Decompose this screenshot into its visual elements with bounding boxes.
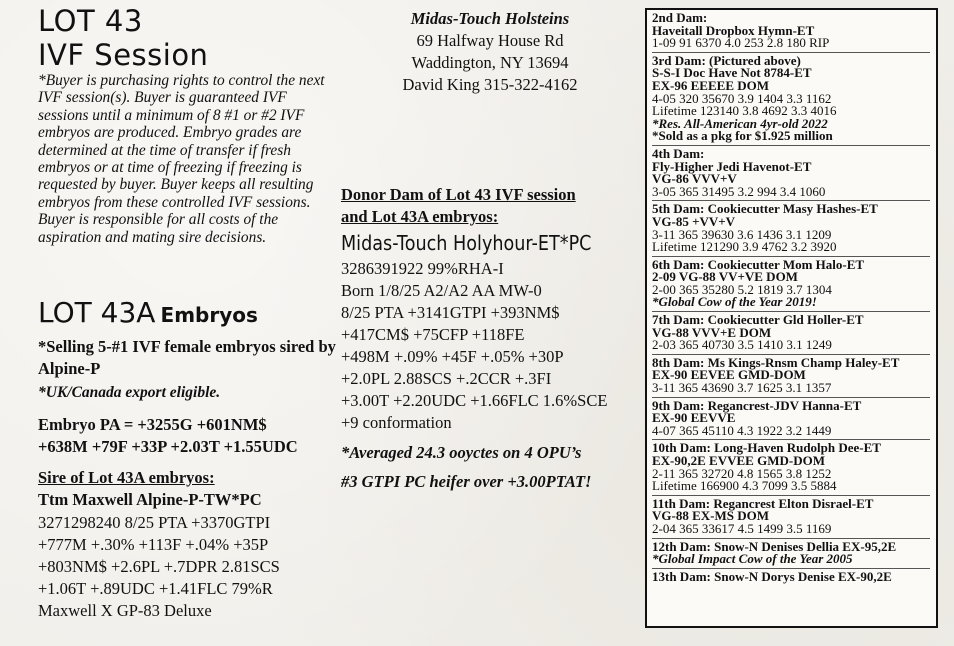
selling-note: *Selling 5-#1 IVF female embryos sired by Alpine-P: [38, 337, 336, 378]
dam-record: 2-04 365 33617 4.5 1499 3.5 1169: [652, 520, 832, 536]
dam-record: 2-00 365 35280 5.2 1819 3.7 1304: [652, 281, 832, 297]
sire-name: Ttm Maxwell Alpine-P-TW*PC: [38, 490, 262, 509]
donor-heading-line2: and Lot 43A embryos:: [341, 207, 499, 226]
donor-line: +498M +.09% +45F +.05% +30P: [341, 347, 564, 366]
dam-note: *Res. All-American 4yr-old 2022: [652, 115, 828, 131]
dam-label: 8th Dam: Ms Kings-Rnsm Champ Haley-ET: [652, 354, 900, 370]
dam-record: 1-09 91 6370 4.0 253 2.8 180 RIP: [652, 35, 830, 51]
sire-line: 3271298240 8/25 PTA +3370GTPI: [38, 513, 271, 532]
lot-title-line2: IVF Session: [38, 38, 209, 72]
dam-record: Lifetime 166900 4.3 7099 3.5 5884: [652, 478, 837, 494]
pedigree-entry: [652, 442, 930, 492]
sire-heading: Sire of Lot 43A embryos:: [38, 468, 215, 487]
donor-note-gtpi: #3 GTPI PC heifer over +3.00PTAT!: [341, 472, 592, 491]
buyer-note: *Buyer is purchasing rights to control the next IVF session(s). Buyer is guaranteed IVF sessions until a minimum of 8 #1 or #2 IVF embryos are produced. Embryo grades are determined at the time of transfer if fresh embryos or at time of freezing if freezing is requested by buyer. Buyer keeps all resulting embryos from these controlled IVF sessions. Buyer is responsible for all costs of the aspiration and mating sire decisions.: [38, 72, 325, 246]
dam-score: EX-90 EEVEE GMD-DOM: [652, 367, 806, 383]
donor-line: +9 conformation: [341, 413, 452, 432]
lot-title-line1: LOT 43: [38, 4, 143, 38]
dam-record: 3-11 365 43690 3.7 1625 3.1 1357: [652, 380, 832, 396]
farm-address1: 69 Halfway House Rd: [416, 31, 564, 50]
sire-line: Maxwell X GP-83 Deluxe: [38, 601, 212, 620]
dam-score: VG-86 VVV+V: [652, 171, 737, 187]
embryo-pa-line1: Embryo PA = +3255G +601NM$: [38, 415, 267, 434]
dam-score: EX-90,2E EVVEE GMD-DOM: [652, 453, 825, 468]
sire-line: +777M +.30% +113F +.04% +35P: [38, 535, 269, 554]
dam-label: 4th Dam:: [652, 145, 705, 161]
dam-label: 5th Dam: Cookiecutter Masy Hashes-ET: [652, 201, 878, 217]
dam-label: 11th Dam: Regancrest Elton Disrael-ET: [652, 495, 874, 511]
dam-score: EX-96 EEEEE DOM: [652, 77, 770, 93]
pedigree-entry: [652, 145, 930, 199]
embryo-pa: [38, 414, 348, 458]
dam-label: 6th Dam: Cookiecutter Mom Halo-ET: [652, 256, 865, 272]
pedigree-entry: [652, 203, 930, 253]
donor-heading-line1: Donor Dam of Lot 43 IVF session: [341, 185, 576, 204]
dam-name: Fly-Higher Jedi Havenot-ET: [652, 158, 812, 174]
donor-name: Midas-Touch Holyhour-ET*PC: [341, 231, 592, 255]
donor-line: +2.0PL 2.88SCS +.2CCR +.3FI: [341, 369, 552, 388]
farm-info: [341, 8, 639, 96]
donor-note-opu: *Averaged 24.3 ooyctes on 4 OPU’s: [341, 443, 582, 462]
dam-name: Haveitall Dropbox Hymn-ET: [652, 22, 815, 38]
lot43a-label: LOT 43A: [38, 296, 156, 329]
dam-score: EX-90 EEVVE: [652, 410, 736, 426]
dam-note: *Global Cow of the Year 2019!: [652, 294, 817, 310]
dam-score: VG-85 +VV+V: [652, 213, 736, 229]
donor-line: +3.00T +2.20UDC +1.66FLC 1.6%SCE: [341, 391, 608, 410]
donor-line: 8/25 PTA +3141GTPI +393NM$: [341, 303, 560, 322]
pedigree-entry: [652, 538, 930, 567]
pedigree-entry: [652, 568, 930, 584]
donor-details: [341, 258, 607, 434]
dam-label: 7th Dam: Cookiecutter Gld Holler-ET: [652, 312, 864, 328]
pedigree-entry: [652, 495, 930, 536]
farm-name: Midas-Touch Holsteins: [410, 9, 570, 28]
pedigree-entry: [652, 52, 930, 144]
dam-name: S-S-I Doc Have Not 8784-ET: [652, 65, 812, 81]
dam-label: 13th Dam: Snow-N Dorys Denise EX-90,2E: [652, 568, 892, 584]
dam-record: 4-07 365 45110 4.3 1922 3.2 1449: [652, 422, 832, 438]
dam-record: 4-05 320 35670 3.9 1404 3.3 1162: [652, 90, 832, 106]
donor-notes: [341, 438, 591, 496]
embryo-pa-line2: +638M +79F +33P +2.03T +1.55UDC: [38, 437, 298, 456]
dam-record: Lifetime 123140 3.8 4692 3.3 4016: [652, 103, 837, 119]
export-note: *UK/Canada export eligible.: [38, 384, 221, 401]
pedigree-entry: [652, 12, 930, 50]
sire-line: +803NM$ +2.6PL +.7DPR 2.81SCS: [38, 557, 280, 576]
pedigree-entry: [652, 314, 930, 352]
lot43a-embryos: Embryos: [160, 303, 258, 327]
dam-record: 2-03 365 40730 3.5 1410 3.1 1249: [652, 337, 832, 353]
donor-line: Born 1/8/25 A2/A2 AA MW-0: [341, 281, 542, 300]
dam-record: 3-11 365 39630 3.6 1436 3.1 1209: [652, 226, 832, 242]
pedigree-box: [645, 8, 938, 628]
dam-record: Lifetime 121290 3.9 4762 3.2 3920: [652, 239, 837, 255]
lot43a-title: [38, 296, 258, 329]
donor-line: +417CM$ +75CFP +118FE: [341, 325, 525, 344]
dam-label: 3rd Dam: (Pictured above): [652, 52, 801, 68]
dam-record: 2-11 365 32720 4.8 1565 3.8 1252: [652, 465, 832, 481]
dam-score: VG-88 VVV+E DOM: [652, 324, 772, 340]
donor-line: 3286391922 99%RHA-I: [341, 259, 504, 278]
dam-label: 2nd Dam:: [652, 10, 708, 25]
donor-heading: [341, 184, 576, 228]
dam-note: *Sold as a pkg for $1.925 million: [652, 128, 833, 144]
dam-record: 3-05 365 31495 3.2 994 3.4 1060: [652, 183, 826, 199]
dam-score: VG-88 EX-MS DOM: [652, 508, 769, 524]
sire-details: [38, 512, 280, 622]
farm-address2: Waddington, NY 13694: [411, 53, 569, 72]
pedigree-entry: [652, 256, 930, 310]
sire-line: +1.06T +.89UDC +1.41FLC 79%R: [38, 579, 273, 598]
farm-contact: David King 315-322-4162: [402, 75, 578, 94]
dam-score: 2-09 VG-88 VV+VE DOM: [652, 269, 798, 285]
lot-title: [38, 4, 208, 72]
pedigree-entry: [652, 397, 930, 438]
dam-label: 12th Dam: Snow-N Denises Dellia EX-95,2E: [652, 538, 897, 554]
dam-note: *Global Impact Cow of the Year 2005: [652, 551, 853, 567]
pedigree-entry: [652, 354, 930, 396]
dam-label: 10th Dam: Long-Haven Rudolph Dee-ET: [652, 440, 881, 456]
dam-label: 9th Dam: Regancrest-JDV Hanna-ET: [652, 397, 862, 413]
